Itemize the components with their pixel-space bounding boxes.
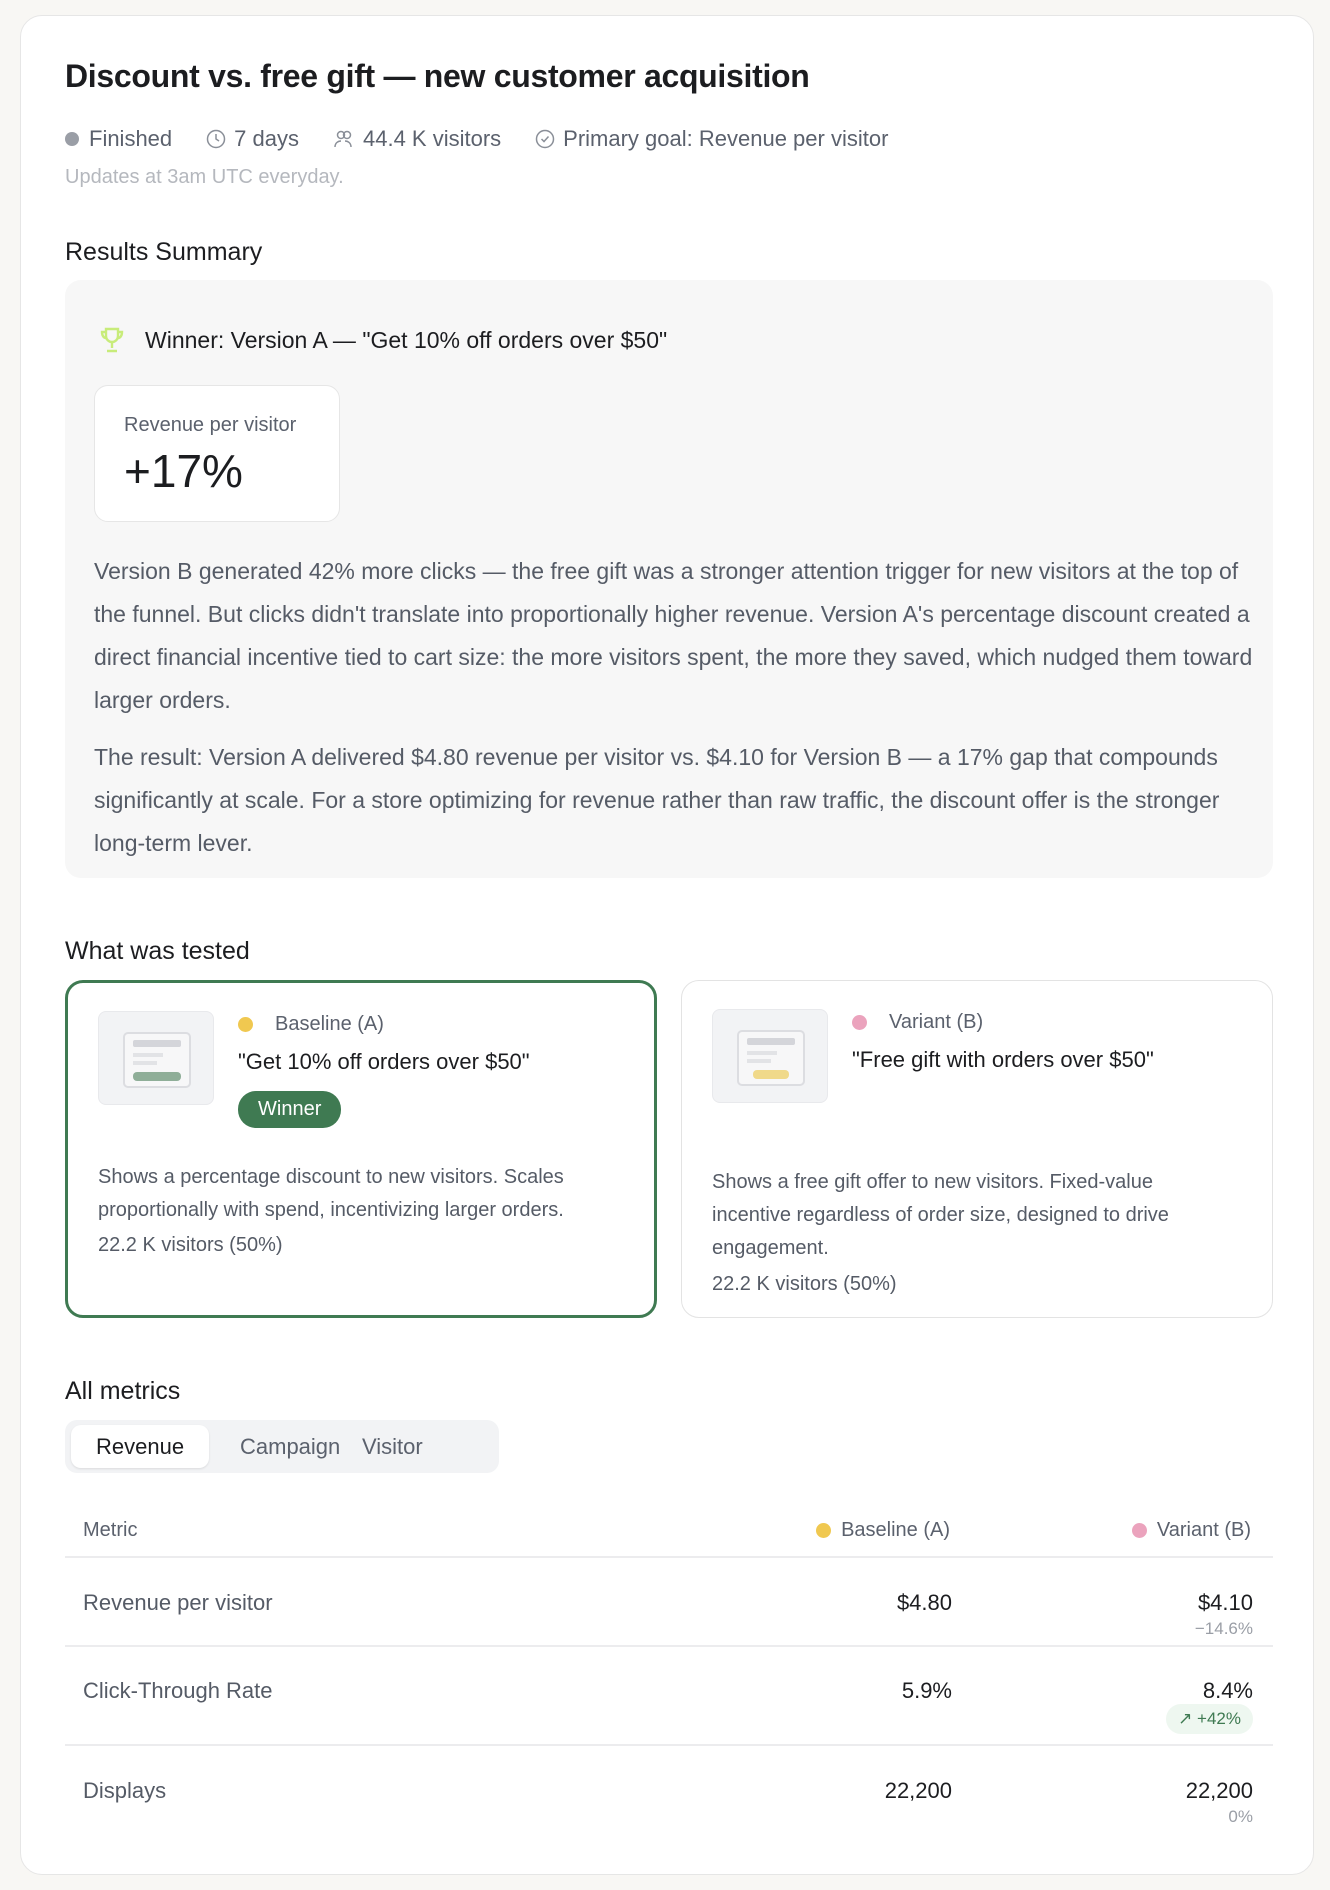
variant-tag (852, 1011, 983, 1034)
baseline-value: $4.80 (896, 1590, 952, 1615)
metric-name: Revenue per visitor (83, 1590, 273, 1615)
status-dot-icon (65, 132, 79, 146)
variant-value: $4.10 (1197, 1590, 1253, 1615)
results-summary-heading: Results Summary (65, 238, 263, 266)
visitors-label: 44.4 K visitors (362, 126, 502, 151)
variant-value: 22,200 (1185, 1778, 1253, 1803)
metric-name: Click-Through Rate (83, 1678, 273, 1703)
table-row (21, 1556, 1315, 1646)
column-variant (1132, 1519, 1251, 1542)
variant-description: Shows a free gift offer to new visitors. Fixed-value incentive regardless of order size, designed to drive engagement. (712, 1171, 1169, 1259)
variant-value: 8.4% (1202, 1678, 1253, 1703)
summary-paragraph-1: Version B generated 42% more clicks — the free gift was a stronger attention trigger for new visitors at the top of the funnel. But clicks didn't translate into proportionally higher revenue. Version A's percentage discount created a direct financial incentive tied to cart size: the more visitors spent, the more they saved, which nudged them toward larger orders. (94, 558, 1253, 713)
variant-tag-label: Variant (B) (889, 1011, 984, 1033)
all-metrics-heading: All metrics (65, 1377, 181, 1405)
winner-line (99, 326, 667, 354)
column-baseline (816, 1519, 950, 1542)
duration (206, 126, 299, 152)
column-metric: Metric (83, 1519, 138, 1541)
status-label: Finished (89, 126, 173, 151)
variant-preview-thumbnail (712, 1009, 828, 1103)
variant-dot-icon (852, 1015, 867, 1030)
clock-icon (206, 129, 226, 149)
table-row (21, 1744, 1315, 1834)
baseline-tag-label: Baseline (A) (275, 1013, 384, 1035)
status (65, 126, 172, 152)
primary-goal (535, 126, 888, 152)
metric-lift-card (94, 385, 340, 522)
column-variant-label: Variant (B) (1156, 1519, 1251, 1541)
baseline-value: 22,200 (884, 1778, 952, 1803)
variant-offer: "Free gift with orders over $50" (852, 1047, 1154, 1072)
baseline-card[interactable] (65, 980, 657, 1318)
lift-badge (1143, 1704, 1253, 1738)
trophy-icon (99, 326, 125, 354)
metrics-tabs (65, 1420, 499, 1473)
winner-text: Winner: Version A — "Get 10% off orders over $50" (145, 326, 668, 353)
baseline-visitors: 22.2 K visitors (50%) (98, 1234, 283, 1256)
table-row (21, 1645, 1315, 1743)
check-circle-icon (535, 129, 555, 149)
baseline-tag (238, 1013, 384, 1036)
variant-card[interactable] (681, 980, 1273, 1318)
metric-value: +17% (124, 445, 243, 497)
results-summary-box (65, 280, 1273, 878)
trend-up-icon: ↗ (1178, 1709, 1198, 1728)
what-was-tested-heading: What was tested (65, 937, 250, 965)
baseline-preview-thumbnail (98, 1011, 214, 1105)
winner-badge: Winner (238, 1091, 341, 1128)
visitors (333, 126, 501, 152)
variant-dot-icon (1132, 1523, 1147, 1538)
tab-campaign[interactable]: Campaign (240, 1434, 341, 1459)
baseline-description: Shows a percentage discount to new visitors. Scales proportionally with spend, incentivizing larger orders. (98, 1166, 564, 1221)
variant-delta: −14.6% (1194, 1619, 1253, 1638)
baseline-offer: "Get 10% off orders over $50" (238, 1049, 530, 1074)
column-baseline-label: Baseline (A) (841, 1519, 950, 1541)
update-note: Updates at 3am UTC everyday. (65, 166, 344, 188)
baseline-dot-icon (816, 1523, 831, 1538)
baseline-dot-icon (238, 1017, 253, 1032)
variant-delta: 0% (1228, 1807, 1253, 1826)
metric-name: Displays (83, 1778, 167, 1803)
users-icon (333, 129, 355, 149)
page-title: Discount vs. free gift — new customer acquisition (65, 58, 810, 94)
meta-row (65, 126, 922, 152)
variant-visitors: 22.2 K visitors (50%) (712, 1273, 897, 1295)
tab-visitor[interactable]: Visitor (362, 1434, 423, 1459)
tab-revenue[interactable]: Revenue (71, 1425, 209, 1468)
experiment-card (20, 15, 1314, 1875)
variant-delta: +42% (1197, 1709, 1241, 1728)
summary-paragraph-2: The result: Version A delivered $4.80 revenue per visitor vs. $4.10 for Version B — a 17% gap that compounds significantly at scale. For a store optimizing for revenue rather than raw traffic, the discount offer is the stronger long-term lever. (94, 744, 1220, 856)
goal-label: Primary goal: Revenue per visitor (563, 126, 889, 151)
duration-label: 7 days (234, 126, 299, 151)
baseline-value: 5.9% (901, 1678, 952, 1703)
metric-label: Revenue per visitor (124, 414, 297, 436)
